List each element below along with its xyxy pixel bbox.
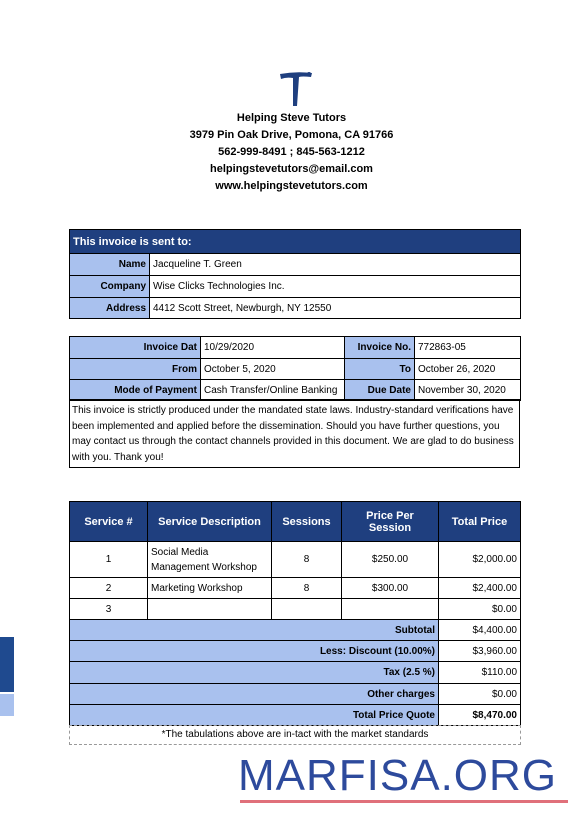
due-date: November 30, 2020 [415,380,521,401]
invoice-details-table [69,336,521,401]
total-quote-value: $8,470.00 [439,705,521,726]
table-row [70,599,521,620]
company-label: Company [70,276,150,298]
company-website: www.helpingstevetutors.com [215,180,368,192]
payment-label: Mode of Payment [70,380,201,401]
subtotal-value: $4,400.00 [439,620,521,641]
row-num: 1 [70,542,148,578]
header-price-per-session: Price Per Session [342,502,439,542]
to-label: To [345,359,415,380]
row-desc [148,599,272,620]
side-accent-light [0,694,14,716]
table-row [70,578,521,599]
header-description: Service Description [148,502,272,542]
other-charges-label: Other charges [70,684,439,705]
recipient-address: 4412 Scott Street, Newburgh, NY 12550 [150,298,521,319]
other-charges-value: $0.00 [439,684,521,705]
company-name: Helping Steve Tutors [236,112,347,124]
payment-mode: Cash Transfer/Online Banking [201,380,345,401]
name-label: Name [70,254,150,276]
row-total: $2,400.00 [439,578,521,599]
invoice-date: 10/29/2020 [201,337,345,359]
invoice-date-label: Invoice Dat [70,337,201,359]
watermark: MARFISA.ORG [238,751,558,800]
address-label: Address [70,298,150,319]
invoice-no: 772863-05 [415,337,521,359]
recipient-table [69,229,521,319]
logo-icon [278,70,314,108]
row-price: $250.00 [342,542,439,578]
header-total-price: Total Price [439,502,521,542]
tax-label: Tax (2.5 %) [70,662,439,684]
header-sessions: Sessions [272,502,342,542]
watermark-underline [240,800,568,803]
subtotal-label: Subtotal [70,620,439,641]
row-sessions: 8 [272,542,342,578]
header-service-num: Service # [70,502,148,542]
total-quote-label: Total Price Quote [70,705,439,726]
discount-value: $3,960.00 [439,641,521,662]
from-label: From [70,359,201,380]
company-address: 3979 Pin Oak Drive, Pomona, CA 91766 [189,129,394,141]
recipient-heading: This invoice is sent to: [70,230,521,254]
row-sessions: 8 [272,578,342,599]
side-accent-dark [0,637,14,692]
due-label: Due Date [345,380,415,401]
recipient-name: Jacqueline T. Green [150,254,521,276]
to-date: October 26, 2020 [415,359,521,380]
from-date: October 5, 2020 [201,359,345,380]
row-total: $2,000.00 [439,542,521,578]
company-phone: 562-999-8491 ; 845-563-1212 [218,146,365,158]
table-row [70,542,521,578]
row-num: 3 [70,599,148,620]
tax-value: $110.00 [439,662,521,684]
footnote: *The tabulations above are in-tact with the market standards [69,725,521,745]
services-table [69,501,521,726]
row-desc: Social Media Management Workshop [148,542,272,578]
row-price [342,599,439,620]
row-sessions [272,599,342,620]
company-email: helpingstevetutors@email.com [210,163,373,175]
row-price: $300.00 [342,578,439,599]
row-desc: Marketing Workshop [148,578,272,599]
row-total: $0.00 [439,599,521,620]
recipient-company: Wise Clicks Technologies Inc. [150,276,521,298]
invoice-note: This invoice is strictly produced under the mandated state laws. Industry-standard verifications have been implemented and applied before the dissemination. Should you have further questions, you may contact us through the contact channels provided in this document. We are glad to do business with you. Thank you! [69,399,520,468]
discount-label: Less: Discount (10.00%) [70,641,439,662]
invoice-no-label: Invoice No. [345,337,415,359]
row-num: 2 [70,578,148,599]
